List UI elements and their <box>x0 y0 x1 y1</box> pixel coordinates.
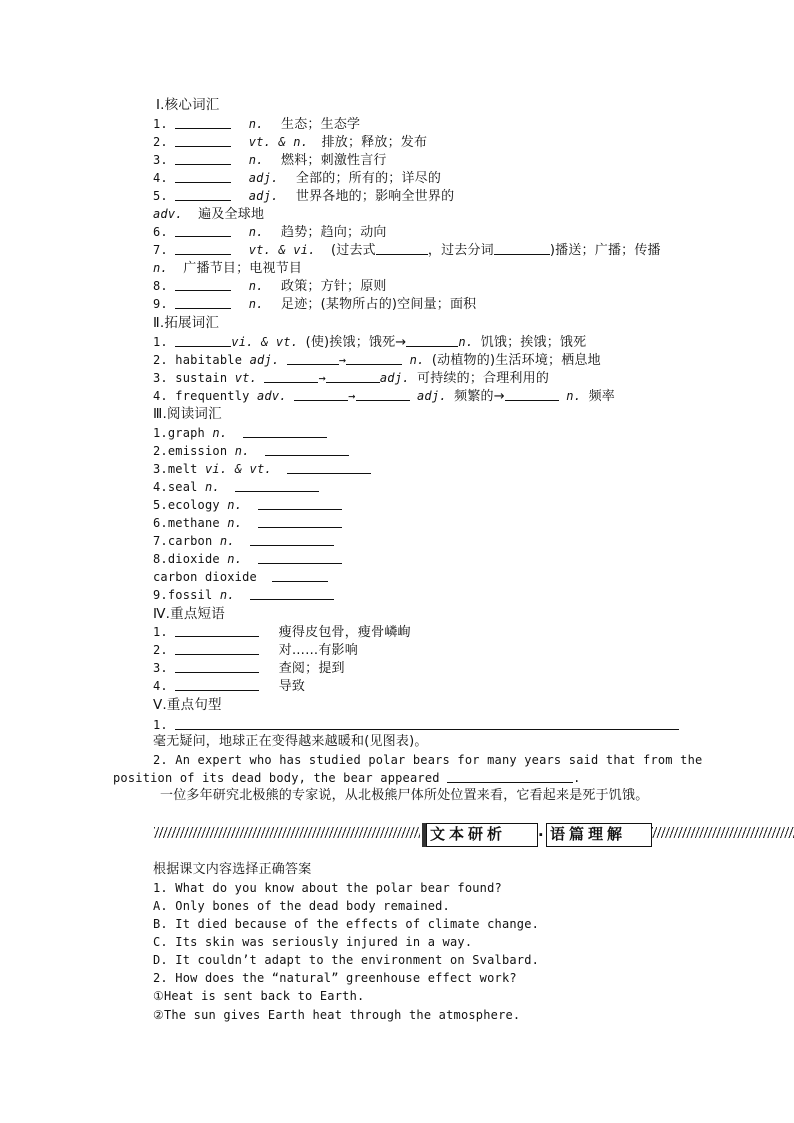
reading-word-9: 9.fossil n. <box>153 586 334 604</box>
answer-blank[interactable] <box>175 224 231 237</box>
section-title-key-phrases: Ⅳ.重点短语 <box>153 606 225 622</box>
answer-blank[interactable] <box>175 188 231 201</box>
answer-blank[interactable] <box>175 296 231 309</box>
reading-word-1: 1.graph n. <box>153 424 327 442</box>
vocab-item-5-continued: adv. 遍及全球地 <box>153 207 265 222</box>
vocab-item-7: 7. vt. & vi. (过去式 ，过去分词 )播送；广播；传播 <box>153 243 661 258</box>
answer-blank[interactable] <box>376 242 428 255</box>
sentence-2-line-1: 2. An expert who has studied polar bears for many years said that from the <box>153 753 703 767</box>
phrase-item-1: 1. 瘦得皮包骨，瘦骨嶙峋 <box>153 625 411 640</box>
reading-word-2: 2.emission n. <box>153 442 349 460</box>
reading-word-6: 6.methane n. <box>153 514 342 532</box>
vocab-item-4: 4. adj. 全部的；所有的；详尽的 <box>153 171 442 186</box>
banner-separator: · <box>536 825 546 844</box>
answer-blank[interactable] <box>406 334 458 347</box>
question-1-option-b[interactable]: B. It died because of the effects of climate change. <box>153 917 540 931</box>
answer-blank[interactable] <box>175 642 259 655</box>
banner-title-left: 文本研析 <box>426 823 538 847</box>
answer-blank[interactable] <box>326 370 380 383</box>
section-title-reading-vocabulary: Ⅲ.阅读词汇 <box>153 406 222 422</box>
extended-item-4: 4. frequently adv. → adj. 频繁的→ n. 频率 <box>153 389 615 404</box>
phrase-item-4: 4. 导致 <box>153 679 306 694</box>
reading-word-3: 3.melt vi. & vt. <box>153 460 371 478</box>
answer-blank[interactable] <box>356 388 410 401</box>
reading-word-8: 8.dioxide n. <box>153 550 342 568</box>
vocab-item-3: 3. n. 燃料；刺激性言行 <box>153 153 387 168</box>
section-title-core-vocabulary: Ⅰ.核心词汇 <box>156 97 220 113</box>
section-title-extended-vocabulary: Ⅱ.拓展词汇 <box>153 315 220 331</box>
answer-blank[interactable] <box>175 116 231 129</box>
answer-blank[interactable] <box>264 370 318 383</box>
reading-word-7: 7.carbon n. <box>153 532 334 550</box>
question-2: 2. How does the “natural” greenhouse effect work? <box>153 971 517 985</box>
extended-item-1: 1. vi. & vt. (使)挨饿；饿死→ n. 饥饿；挨饿；饿死 <box>153 335 587 350</box>
answer-blank[interactable] <box>447 770 573 783</box>
answer-blank[interactable] <box>243 425 327 438</box>
answer-blank[interactable] <box>175 717 679 730</box>
answer-blank[interactable] <box>258 515 342 528</box>
vocab-item-8: 8. n. 政策；方针；原则 <box>153 279 387 294</box>
sentence-1-blank-line: 1. <box>153 716 679 734</box>
phrase-item-2: 2. 对……有影响 <box>153 643 358 658</box>
answer-blank[interactable] <box>175 152 231 165</box>
answer-blank[interactable] <box>494 242 550 255</box>
answer-blank[interactable] <box>287 461 371 474</box>
answer-blank[interactable] <box>505 388 559 401</box>
answer-blank[interactable] <box>258 551 342 564</box>
reading-instruction: 根据课文内容选择正确答案 <box>153 862 312 877</box>
section-title-key-sentences: Ⅴ.重点句型 <box>153 697 222 713</box>
reading-word-5: 5.ecology n. <box>153 496 342 514</box>
question-1-option-d[interactable]: D. It couldn’t adapt to the environment on Svalbard. <box>153 953 540 967</box>
question-1-option-c[interactable]: C. Its skin was seriously injured in a way. <box>153 935 473 949</box>
answer-blank[interactable] <box>175 678 259 691</box>
answer-blank[interactable] <box>175 660 259 673</box>
answer-blank[interactable] <box>175 134 231 147</box>
question-1: 1. What do you know about the polar bear found? <box>153 881 502 895</box>
vocab-item-9: 9. n. 足迹；(某物所占的)空间量；面积 <box>153 297 477 312</box>
answer-blank[interactable] <box>175 334 231 347</box>
sentence-2-line-2: position of its dead body, the bear appeared . <box>113 771 581 785</box>
question-1-option-a[interactable]: A. Only bones of the dead body remained. <box>153 899 450 913</box>
answer-blank[interactable] <box>272 569 328 582</box>
phrase-item-3: 3. 查阅；提到 <box>153 661 345 676</box>
hatch-decoration-left <box>154 827 420 838</box>
answer-blank[interactable] <box>235 479 319 492</box>
sentence-2-translation: 一位多年研究北极熊的专家说，从北极熊尸体所处位置来看，它看起来是死于饥饿。 <box>160 788 649 803</box>
hatch-decoration-right <box>652 827 794 838</box>
vocab-item-5: 5. adj. 世界各地的；影响全世界的 <box>153 189 455 204</box>
banner-title-right: 语篇理解 <box>546 823 652 847</box>
section-banner <box>150 821 794 847</box>
extended-item-3: 3. sustain vt. → adj. 可持续的；合理利用的 <box>153 371 550 386</box>
answer-blank[interactable] <box>250 587 334 600</box>
vocab-item-2: 2. vt. & n. 排放；释放；发布 <box>153 135 428 150</box>
answer-blank[interactable] <box>294 388 348 401</box>
extended-item-2: 2. habitable adj. → n. (动植物的)生活环境；栖息地 <box>153 353 601 368</box>
answer-blank[interactable] <box>258 497 342 510</box>
answer-blank[interactable] <box>175 624 259 637</box>
vocab-item-7-continued: n. 广播节目；电视节目 <box>153 261 303 276</box>
answer-blank[interactable] <box>175 170 231 183</box>
answer-blank[interactable] <box>265 443 349 456</box>
question-2-step-1: ①Heat is sent back to Earth. <box>153 989 365 1003</box>
reading-word-4: 4.seal n. <box>153 478 319 496</box>
answer-blank[interactable] <box>175 242 231 255</box>
answer-blank[interactable] <box>287 352 339 365</box>
question-2-step-2: ②The sun gives Earth heat through the atmosphere. <box>153 1008 521 1022</box>
answer-blank[interactable] <box>175 278 231 291</box>
answer-blank[interactable] <box>250 533 334 546</box>
vocab-item-6: 6. n. 趋势；趋向；动向 <box>153 225 387 240</box>
reading-word-8-compound: carbon dioxide <box>153 568 328 586</box>
answer-blank[interactable] <box>346 352 402 365</box>
vocab-item-1: 1. n. 生态；生态学 <box>153 117 361 132</box>
sentence-1-translation: 毫无疑问，地球正在变得越来越暖和(见图表)。 <box>153 734 428 749</box>
